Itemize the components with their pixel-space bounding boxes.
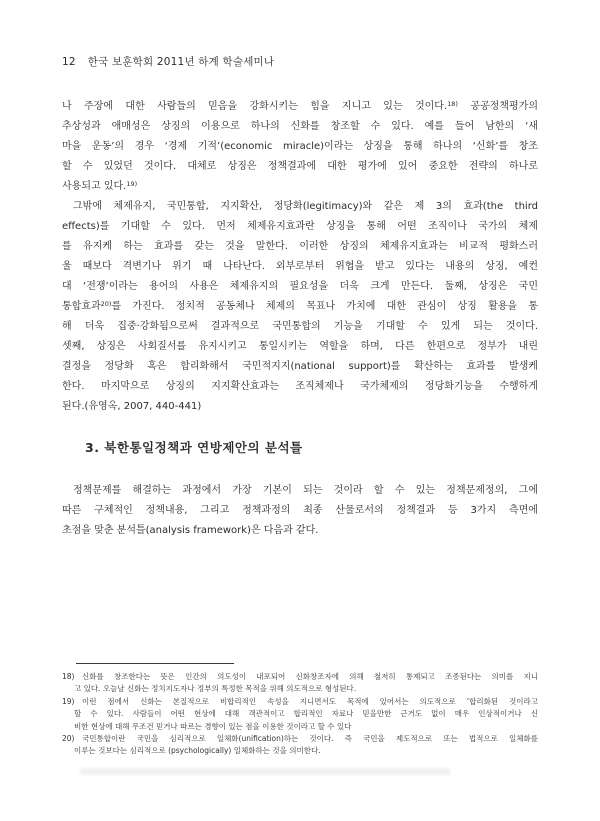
footnote-ref-19: 19) bbox=[126, 179, 138, 188]
text-line: 할 수 있었던 것이다. 대체로 상징은 정책결과에 대한 평가에 있어 중요한 전략의 하나로 bbox=[62, 161, 538, 172]
body-text bbox=[62, 97, 538, 417]
section-heading: 3. 북한통일정책과 연방제안의 분석틀 bbox=[85, 440, 303, 455]
text-line: 결정을 정당화 혹은 합리화해서 국민적지지(national support)를 확산하는 효과를 발생케 bbox=[62, 361, 538, 372]
text-segment: 국민통합이란 국민을 심리적으로 일체화(unification)하는 것이다. 즉 국민을 제도적으로 또는 법적으로 일체화를 bbox=[82, 734, 538, 744]
footnote-line bbox=[62, 671, 538, 683]
text-line: 대 ‘전쟁’이라는 용어의 사용은 체제유지의 필요성을 더욱 크게 만든다. 둘째, 상징은 국민 bbox=[62, 281, 538, 292]
footnote-line bbox=[62, 696, 538, 708]
text-segment: 공공정책평가의 bbox=[457, 101, 538, 112]
footnote-line bbox=[62, 733, 538, 745]
header-title: 한국 보훈학회 2011년 하계 학술세미나 bbox=[87, 56, 275, 68]
text-segment: 이런 점에서 신화는 본질적으로 비합리적인 속성을 지니면서도 목적에 있어서는 의도적으로 ‘합리화된 것이라고 bbox=[82, 696, 538, 706]
text-line: 한다. 마지막으로 상징의 지지확산효과는 조직체제나 국가체제의 정당화기능을 수행하게 bbox=[62, 381, 538, 392]
text-segment: 를 가진다. 정치적 공동체나 체제의 목표나 가치에 대한 관심이 상징 활용을 통 bbox=[111, 301, 538, 312]
text-line: 정책문제를 해결하는 과정에서 가장 기본이 되는 것이라 할 수 있는 정책문제정의, 그에 bbox=[73, 485, 538, 496]
text-line: 따른 구체적인 정책내용, 그리고 정책과정의 최종 산물로서의 정책결과 등 3가지 측면에 bbox=[62, 505, 538, 516]
footnote-number: 19) bbox=[62, 696, 75, 706]
page-showthrough-artifact bbox=[80, 768, 450, 775]
text-line bbox=[62, 177, 538, 197]
text-line bbox=[62, 297, 538, 317]
footnote-line: 이루는 것보다는 심리적으로 (psychologically) 일체화하는 것을 의미한다. bbox=[74, 746, 321, 756]
footnote-20 bbox=[62, 733, 538, 758]
footnote-number: 20) bbox=[62, 734, 75, 744]
footnote-19 bbox=[62, 696, 538, 733]
text-segment: 통합효과 bbox=[62, 301, 101, 312]
footnote-line: 비한 현상에 대해 무조건 믿거나 따르는 경향이 있는 점을 이용한 것이라고 할 수 있다 bbox=[74, 721, 352, 731]
paragraph-3 bbox=[62, 481, 538, 541]
footnote-line: 할 수 있다. 사람들이 어떤 현상에 대해 객관적이고 합리적인 자료나 믿을만한 근거도 없이 매우 인상적이거나 신 bbox=[74, 709, 538, 719]
paragraph-2 bbox=[62, 197, 538, 417]
text-line: 해 더욱 집중·강화됨으로써 결과적으로 국민통합의 기능을 기대할 수 있게 되는 것이다. bbox=[62, 321, 538, 332]
page-number: 12 bbox=[62, 56, 76, 68]
text-line: 울 때보다 격변기나 위기 때 나타난다. 외부로부터 위협을 받고 있다는 내용의 상징, 예컨 bbox=[62, 261, 538, 272]
text-line: 를 유지케 하는 효과를 갖는 것을 말한다. 이러한 상징의 체제유지효과는 비교적 평화스러 bbox=[62, 241, 538, 252]
footnote-number: 18) bbox=[62, 672, 75, 681]
footnote-ref-18: 18) bbox=[447, 99, 458, 108]
footnote-ref-20: 20) bbox=[100, 299, 112, 308]
text-line: 추상성과 애매성은 상징의 이용으로 하나의 신화를 창조할 수 있다. 예를 들어 남한의 ‘새 bbox=[62, 121, 538, 132]
text-line: 마을 운동’의 경우 ‘경제 기적’(economic miracle)이라는 상징을 통해 하나의 ‘신화’를 창조 bbox=[62, 141, 538, 152]
text-line: 초점을 맞춘 분석틀(analysis framework)은 다음과 같다. bbox=[62, 525, 319, 536]
text-line: effects)를 기대할 수 있다. 먼저 체제유지효과란 상징을 통해 어떤 조직이나 국가의 체제 bbox=[62, 221, 538, 232]
footnotes-section bbox=[62, 663, 538, 758]
footnote-line: 고 있다. 오늘날 신화는 정치지도자나 정부의 특정한 목적을 위해 의도적으로 형성된다. bbox=[74, 684, 357, 694]
text-segment: 사용되고 있다. bbox=[62, 181, 127, 192]
footnote-divider bbox=[76, 663, 234, 664]
footnote-18 bbox=[62, 671, 538, 696]
running-header bbox=[62, 56, 538, 69]
text-line: 셋째, 상징은 사회질서를 유지시키고 통일시키는 역할을 하며, 다른 한편으로 정부가 내린 bbox=[62, 341, 538, 352]
paragraph-1 bbox=[62, 97, 538, 197]
text-line: 된다.(유영옥, 2007, 440-441) bbox=[62, 401, 202, 412]
text-line bbox=[62, 97, 538, 117]
text-segment: 신화를 창조한다는 뜻은 인간의 의도성이 내포되어 신화창조자에 의해 철저히 통제되고 조종된다는 의미를 지니 bbox=[82, 672, 538, 681]
text-segment: 나 주장에 대한 사람들의 믿음을 강화시키는 힘을 지니고 있는 것이다. bbox=[62, 101, 448, 112]
text-line: 그밖에 체제유지, 국민통합, 지지확산, 정당화(legitimacy)와 같은 제 3의 효과(the third bbox=[73, 201, 538, 212]
